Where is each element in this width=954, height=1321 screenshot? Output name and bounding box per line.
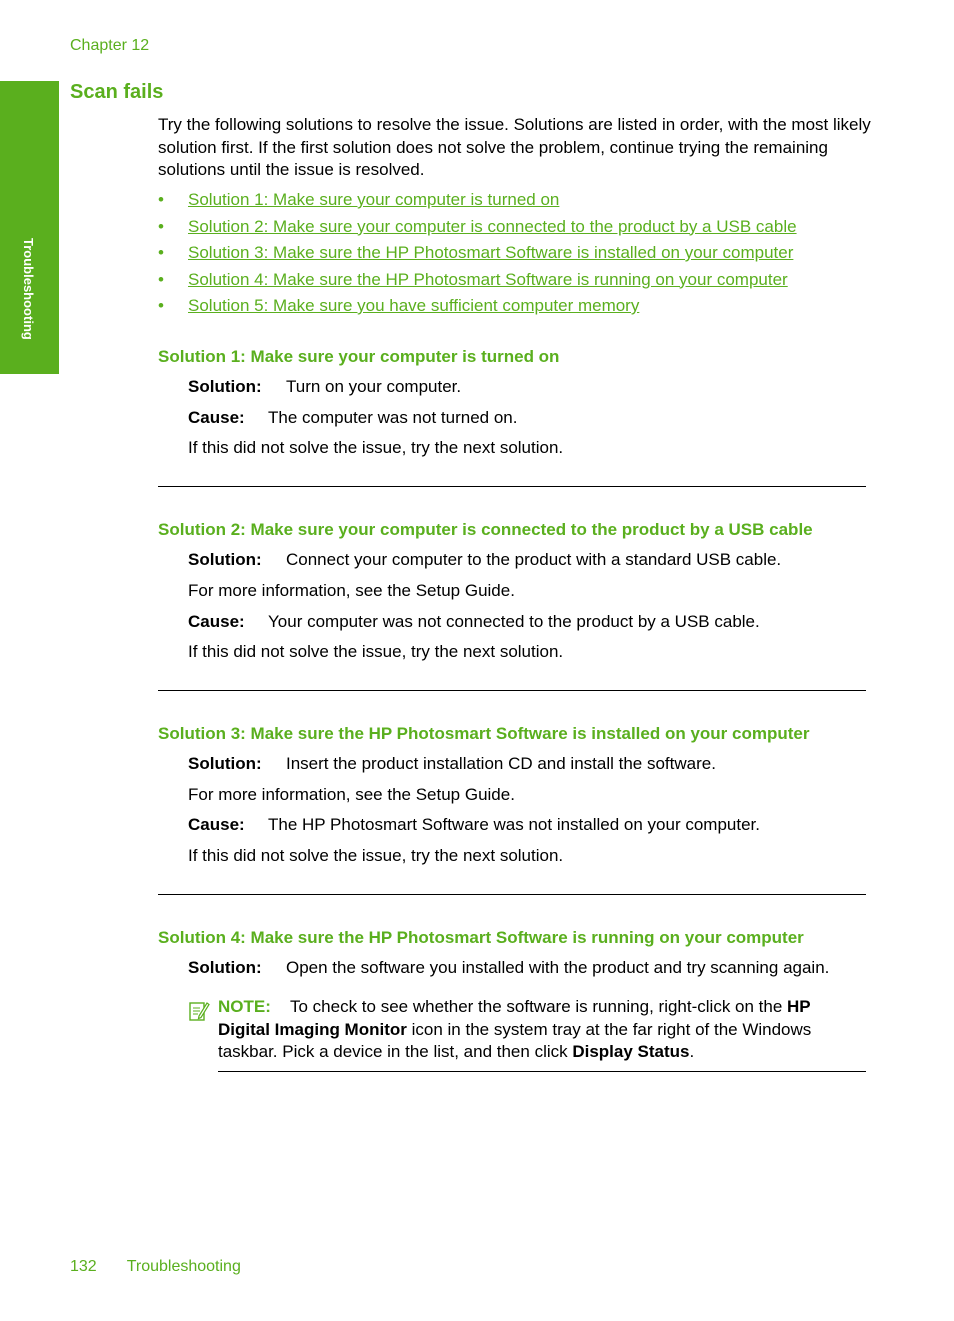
solution-3-solution bbox=[188, 754, 716, 774]
list-item bbox=[158, 242, 797, 269]
solution-1-next: If this did not solve the issue, try the next solution. bbox=[188, 438, 564, 457]
divider bbox=[158, 894, 866, 895]
solution-2-solution-text: Connect your computer to the product with a standard USB cable. bbox=[286, 550, 782, 569]
solution-link-2[interactable]: Solution 2: Make sure your computer is connected to the product by a USB cable bbox=[188, 216, 797, 236]
solution-link-3[interactable]: Solution 3: Make sure the HP Photosmart Software is installed on your computer bbox=[188, 243, 794, 262]
cause-label: Cause: bbox=[188, 408, 245, 427]
solution-link-5[interactable]: Solution 5: Make sure you have sufficient computer memory bbox=[188, 296, 640, 315]
solution-link-4[interactable]: Solution 4: Make sure the HP Photosmart Software is running on your computer bbox=[188, 269, 788, 289]
bullet: • bbox=[158, 216, 164, 236]
solution-1-heading: Solution 1: Make sure your computer is turned on bbox=[158, 347, 560, 366]
bullet: • bbox=[158, 269, 164, 289]
solution-label: Solution: bbox=[188, 958, 262, 977]
list-item bbox=[158, 269, 797, 296]
footer-section: Troubleshooting bbox=[126, 1258, 241, 1275]
solution-label: Solution: bbox=[188, 550, 262, 569]
solution-3-cause-text: The HP Photosmart Software was not installed on your computer. bbox=[268, 815, 760, 834]
list-item bbox=[158, 216, 797, 243]
cause-label: Cause: bbox=[188, 815, 245, 834]
bullet: • bbox=[158, 190, 164, 209]
note-divider bbox=[218, 1071, 866, 1072]
note-part-2: icon in the system tray at the far right of the Windows taskbar. Pick a device in the list, and then click bbox=[218, 1019, 812, 1061]
solution-1-solution-text: Turn on your computer. bbox=[286, 377, 462, 396]
note-bold-2: Display Status bbox=[572, 1042, 690, 1061]
solution-2-next: If this did not solve the issue, try the next solution. bbox=[188, 642, 564, 661]
solution-2-cause-text: Your computer was not connected to the product by a USB cable. bbox=[268, 612, 760, 631]
solution-2-solution bbox=[188, 550, 781, 570]
note-text bbox=[218, 996, 866, 1064]
solution-1-cause-text: The computer was not turned on. bbox=[268, 408, 518, 427]
solution-2-more: For more information, see the Setup Guide. bbox=[188, 581, 515, 600]
solution-list bbox=[158, 189, 797, 322]
note-bold-1: HP Digital Imaging Monitor bbox=[218, 997, 811, 1039]
page-footer bbox=[70, 1258, 241, 1276]
solution-3-heading: Solution 3: Make sure the HP Photosmart Software is installed on your computer bbox=[158, 724, 810, 743]
divider bbox=[158, 486, 866, 487]
solution-2-cause bbox=[188, 612, 760, 632]
list-item bbox=[158, 295, 797, 322]
solution-label: Solution: bbox=[188, 754, 262, 773]
solution-3-solution-text: Insert the product installation CD and install the software. bbox=[286, 754, 716, 773]
note-icon bbox=[188, 1000, 210, 1022]
note-part-3: . bbox=[689, 1042, 695, 1061]
note-label: NOTE: bbox=[218, 997, 271, 1016]
list-item bbox=[158, 189, 797, 216]
chapter-header: Chapter 12 bbox=[70, 37, 150, 54]
intro-paragraph: Try the following solutions to resolve the issue. Solutions are listed in order, with the most likely solution first. If the first solution does not solve the problem, continue trying the remaining solutions until the issue is resolved. bbox=[158, 115, 871, 179]
solution-link-1[interactable]: Solution 1: Make sure your computer is turned on bbox=[188, 190, 560, 209]
solution-4-solution bbox=[188, 958, 829, 978]
divider bbox=[158, 690, 866, 691]
solution-4-solution-text: Open the software you installed with the product and try scanning again. bbox=[286, 958, 830, 977]
section-title: Scan fails bbox=[70, 81, 164, 103]
solution-3-next: If this did not solve the issue, try the next solution. bbox=[188, 846, 564, 865]
page-number: 132 bbox=[70, 1258, 97, 1275]
solution-3-cause bbox=[188, 815, 760, 835]
bullet: • bbox=[158, 243, 164, 262]
solution-1-solution bbox=[188, 377, 461, 397]
cause-label: Cause: bbox=[188, 612, 245, 631]
bullet: • bbox=[158, 296, 164, 315]
solution-1-cause bbox=[188, 408, 517, 428]
note-part-1: To check to see whether the software is running, right-click on the bbox=[290, 997, 788, 1016]
solution-3-more: For more information, see the Setup Guide. bbox=[188, 785, 515, 804]
solution-4-heading: Solution 4: Make sure the HP Photosmart Software is running on your computer bbox=[158, 928, 804, 947]
side-tab-label: Troubleshooting bbox=[21, 238, 36, 340]
solution-label: Solution: bbox=[188, 377, 262, 396]
note-box bbox=[188, 996, 866, 1071]
solution-2-heading: Solution 2: Make sure your computer is connected to the product by a USB cable bbox=[158, 520, 813, 539]
